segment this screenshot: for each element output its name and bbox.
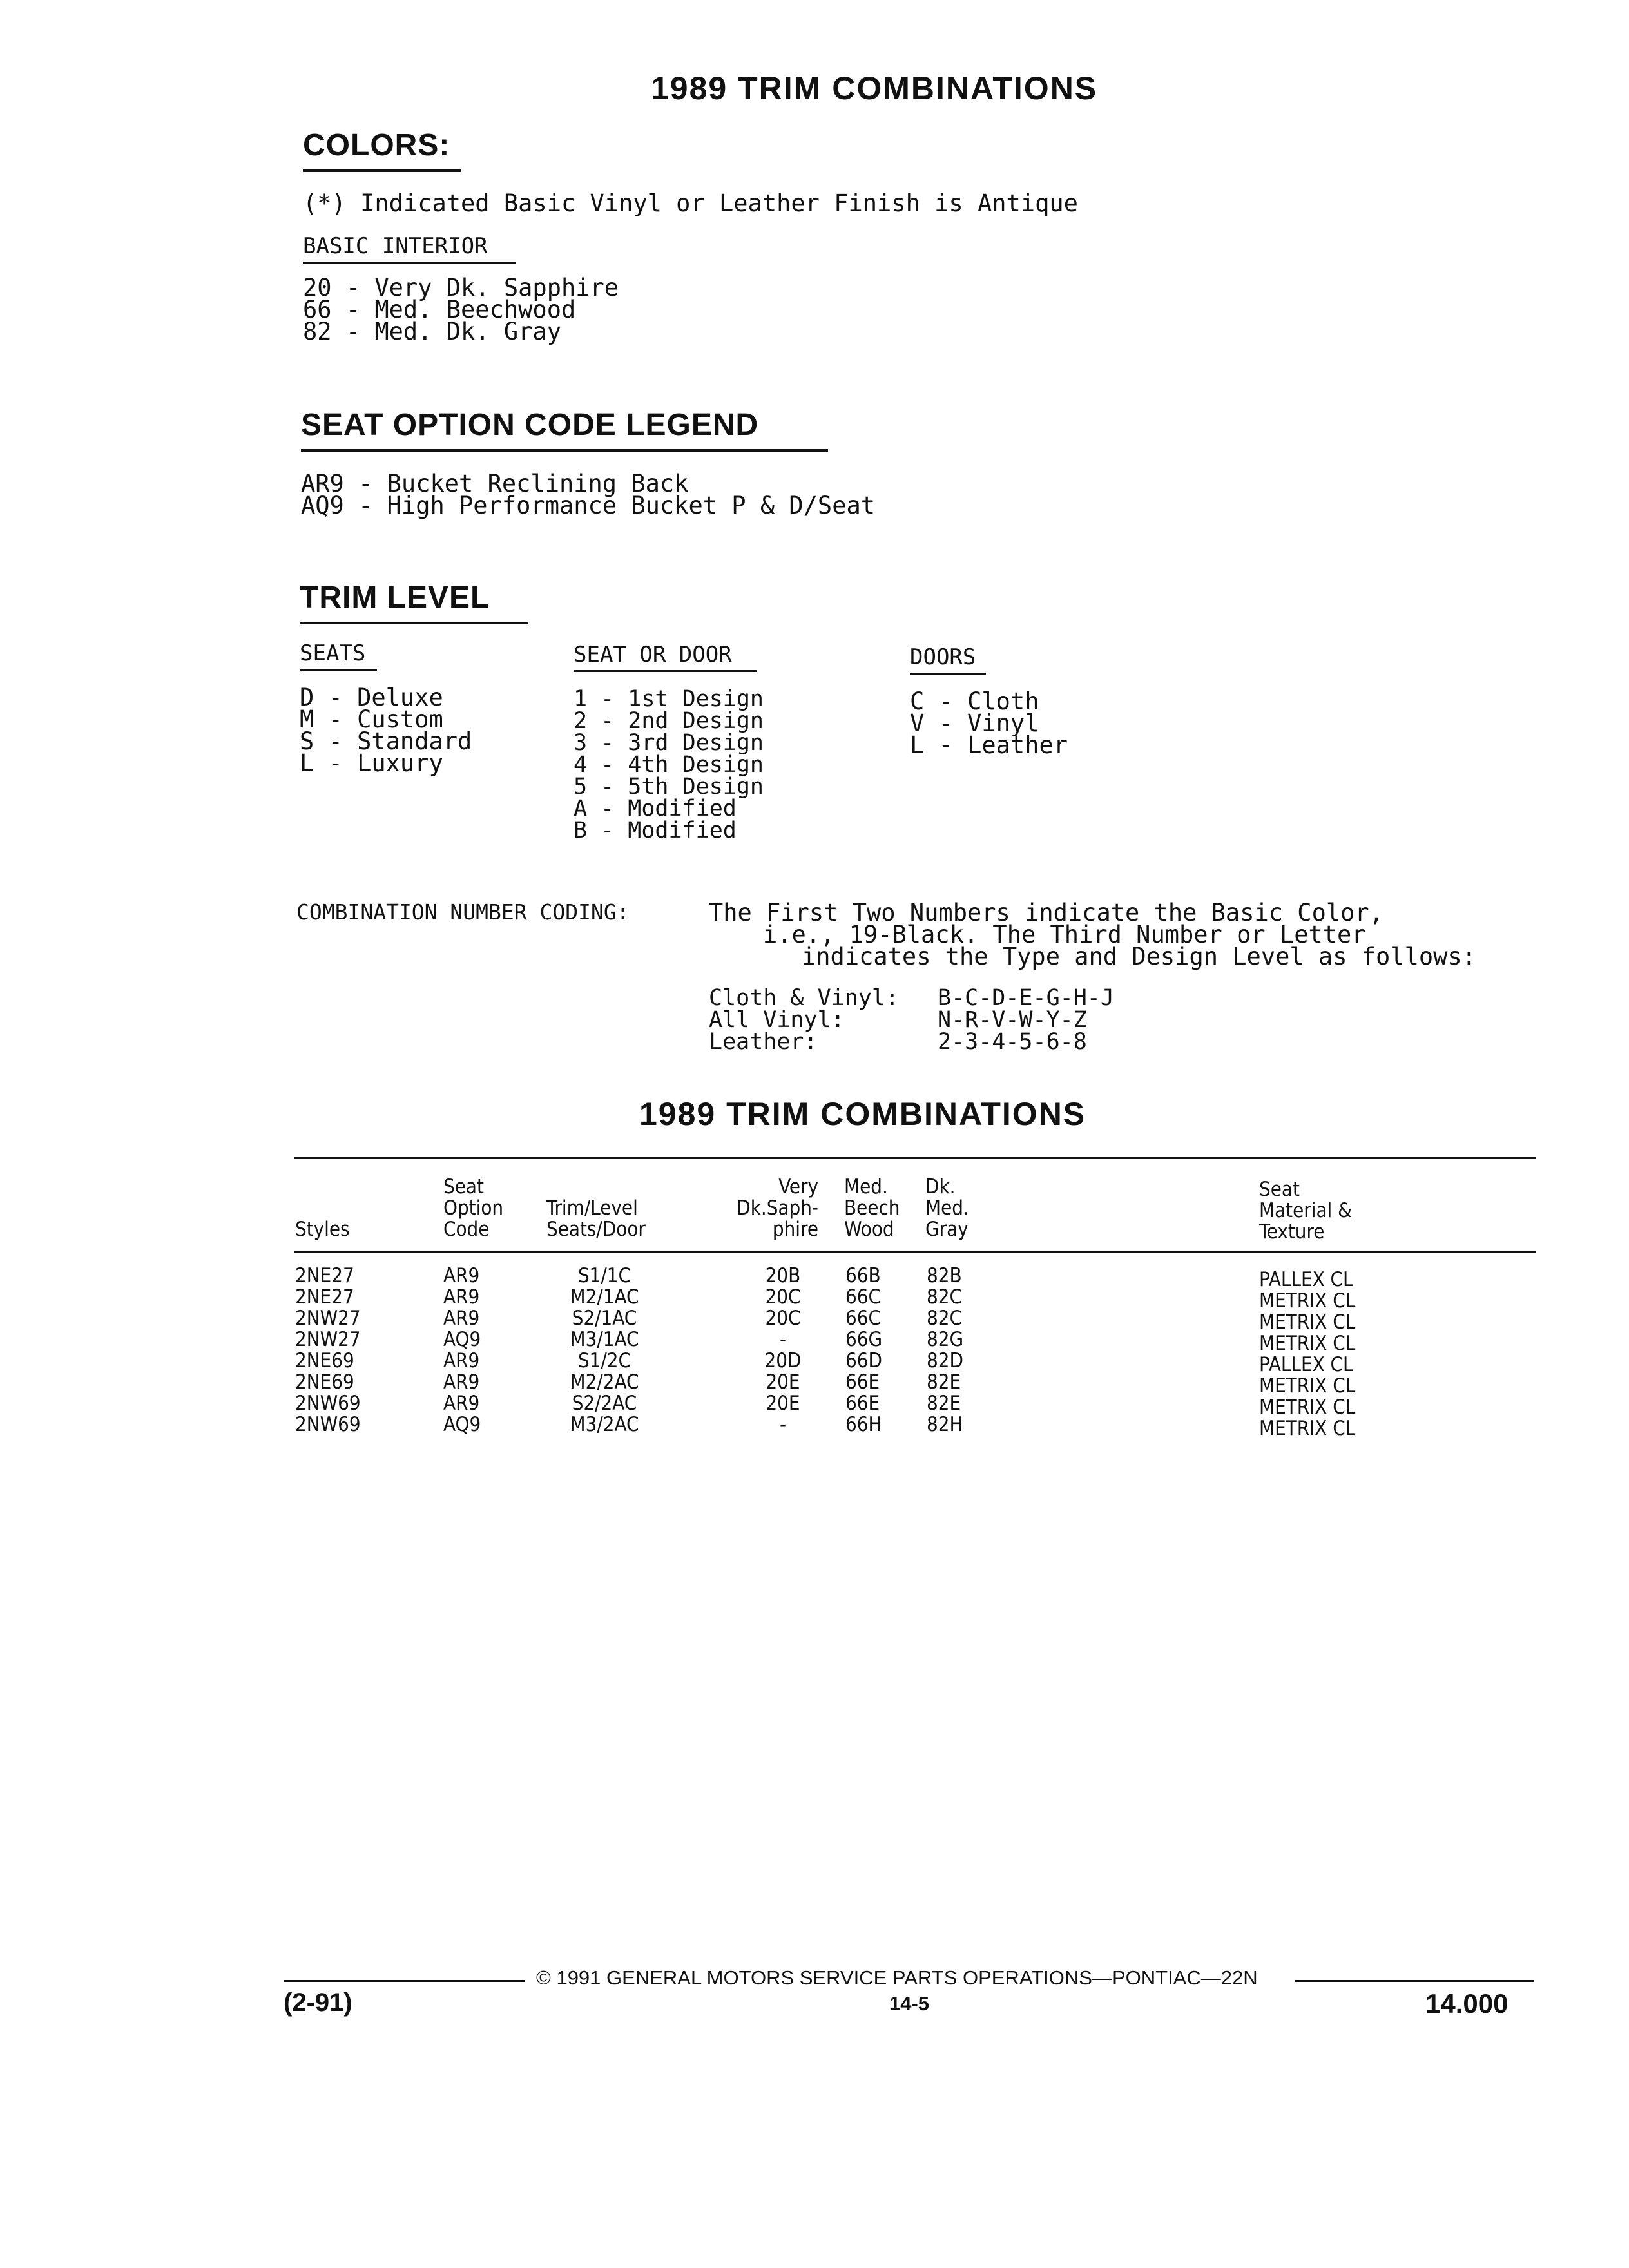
colors-note: (*) Indicated Basic Vinyl or Leather Finish is Antique	[303, 189, 1078, 217]
doors-list	[910, 687, 1068, 759]
seat-option-item: AQ9 - High Performance Bucket P & D/Seat	[301, 492, 876, 519]
seat-or-door-item: A - Modified	[574, 796, 737, 822]
footer-page-number: 14-5	[889, 1992, 930, 2015]
table-cell: 2NE27	[295, 1285, 354, 1309]
table-cell: AQ9	[443, 1413, 481, 1436]
table-cell: 20C	[765, 1285, 801, 1309]
color-item: 66 - Med. Beechwood	[303, 296, 576, 323]
col-header-trim-level: Trim/Level Seats/Door	[546, 1196, 646, 1241]
table-cell: 20D	[764, 1349, 802, 1372]
coding-type-label: Cloth & Vinyl:	[709, 985, 900, 1011]
seats-heading: SEATS	[300, 642, 377, 671]
table-cell: 82E	[927, 1370, 961, 1394]
table-cell: METRIX CL	[1259, 1311, 1356, 1334]
table-cell: 66G	[845, 1328, 883, 1351]
table-header-rule	[294, 1251, 1536, 1253]
seat-or-door-item: 5 - 5th Design	[574, 774, 764, 800]
col-seat-option	[443, 1265, 481, 1436]
trim-level-heading: TRIM LEVEL	[300, 580, 528, 624]
table-cell: AR9	[443, 1264, 480, 1287]
table-cell: 20C	[765, 1307, 801, 1330]
table-cell: -	[779, 1328, 787, 1351]
basic-interior-list	[303, 274, 619, 345]
table-cell: M3/1AC	[570, 1328, 639, 1351]
table-cell: 82B	[927, 1264, 962, 1287]
coding-type-value: B-C-D-E-G-H-J	[938, 985, 1114, 1011]
footer-section-number: 14.000	[1425, 1988, 1509, 2019]
footer-date-code: (2-91)	[284, 1988, 352, 2017]
seat-or-door-item: 4 - 4th Design	[574, 752, 764, 778]
doors-heading: DOORS	[910, 646, 986, 675]
table-cell: METRIX CL	[1259, 1417, 1356, 1440]
coding-line-1: The First Two Numbers indicate the Basic Color,	[709, 899, 1383, 927]
table-cell: M2/1AC	[570, 1285, 639, 1309]
table-cell: METRIX CL	[1259, 1332, 1356, 1355]
table-cell: 20E	[766, 1392, 800, 1415]
table-cell: 2NW27	[295, 1307, 361, 1330]
coding-label: COMBINATION NUMBER CODING:	[296, 899, 630, 925]
table-cell: AR9	[443, 1285, 480, 1309]
table-cell: METRIX CL	[1259, 1396, 1356, 1419]
seat-option-list	[301, 470, 876, 519]
color-item: 82 - Med. Dk. Gray	[303, 318, 561, 345]
col-seat-material	[1259, 1269, 1355, 1439]
table-cell: 66H	[845, 1413, 882, 1436]
table-cell: 2NE27	[295, 1264, 354, 1287]
table-cell: 82G	[927, 1328, 964, 1351]
table-cell: 66C	[845, 1285, 881, 1309]
table-cell: 66E	[845, 1370, 880, 1394]
seat-or-door-heading: SEAT OR DOOR	[574, 643, 757, 672]
footer-copyright: © 1991 GENERAL MOTORS SERVICE PARTS OPERATIONS—PONTIAC—22N	[536, 1966, 1258, 1989]
col-header-med-dk-gray: Dk. Med. Gray	[925, 1175, 969, 1241]
table-cell: 66C	[845, 1307, 881, 1330]
table-cell: M2/2AC	[570, 1370, 639, 1394]
table-cell: AR9	[443, 1349, 480, 1372]
col-header-seat-material: Seat Material & Texture	[1259, 1178, 1352, 1244]
footer-rule-right	[1295, 1980, 1534, 1982]
table-cell: 20B	[765, 1264, 801, 1287]
table-title: 1989 TRIM COMBINATIONS	[639, 1096, 1086, 1132]
table-cell: AR9	[443, 1392, 480, 1415]
col-header-med-beechwood: Med. Beech Wood	[844, 1175, 900, 1241]
seats-list	[300, 684, 472, 777]
seat-or-door-item: 3 - 3rd Design	[574, 730, 764, 756]
table-cell: 66D	[845, 1349, 882, 1372]
table-cell: 82C	[927, 1307, 962, 1330]
table-cell: S1/2C	[577, 1349, 631, 1372]
seat-or-door-item: B - Modified	[574, 818, 737, 843]
table-cell: 82C	[927, 1285, 962, 1309]
coding-line-2: i.e., 19-Black. The Third Number or Letter	[763, 921, 1366, 948]
seats-item: M - Custom	[300, 706, 443, 733]
table-cell: S2/2AC	[572, 1392, 637, 1415]
table-cell: 82H	[927, 1413, 963, 1436]
doors-item: V - Vinyl	[910, 709, 1039, 737]
table-cell: -	[779, 1413, 787, 1436]
table-cell: PALLEX CL	[1259, 1353, 1353, 1376]
table-cell: PALLEX CL	[1259, 1268, 1353, 1291]
table-cell: 2NW69	[295, 1392, 361, 1415]
table-cell: 2NE69	[295, 1349, 354, 1372]
table-cell: S2/1AC	[572, 1307, 637, 1330]
col-styles	[295, 1265, 361, 1436]
page-title: 1989 TRIM COMBINATIONS	[651, 70, 1098, 106]
coding-line-3: indicates the Type and Design Level as follows:	[802, 943, 1476, 970]
table-cell: 82D	[927, 1349, 963, 1372]
table-cell: 2NW69	[295, 1413, 361, 1436]
col-med-dk-gray	[927, 1265, 963, 1436]
coding-type-label: All Vinyl:	[709, 1007, 845, 1033]
col-header-styles: Styles	[295, 1218, 350, 1241]
seat-option-item: AR9 - Bucket Reclining Back	[301, 470, 689, 497]
table-cell: M3/2AC	[570, 1413, 639, 1436]
table-cell: 66B	[845, 1264, 881, 1287]
seats-item: S - Standard	[300, 727, 472, 755]
seats-item: D - Deluxe	[300, 684, 443, 711]
coding-type-value: N-R-V-W-Y-Z	[938, 1007, 1087, 1033]
table-cell: 20E	[766, 1370, 800, 1394]
table-cell: METRIX CL	[1259, 1374, 1356, 1398]
table-cell: 2NW27	[295, 1328, 361, 1351]
table-cell: S1/1C	[577, 1264, 631, 1287]
seat-or-door-list	[574, 688, 764, 841]
col-trim-level	[559, 1265, 650, 1436]
basic-interior-heading: BASIC INTERIOR	[303, 235, 516, 264]
coding-types-values	[938, 987, 1114, 1053]
table-cell: AQ9	[443, 1328, 481, 1351]
doors-item: L - Leather	[910, 731, 1068, 759]
table-cell: METRIX CL	[1259, 1289, 1356, 1312]
colors-heading: COLORS:	[303, 128, 461, 172]
table-cell: 2NE69	[295, 1370, 354, 1394]
footer-rule-left	[284, 1980, 525, 1982]
seats-item: L - Luxury	[300, 749, 443, 777]
col-header-very-dk-sapphire: Very Dk.Saph- phire	[737, 1175, 818, 1241]
table-cell: AR9	[443, 1370, 480, 1394]
col-very-dk-sapphire	[760, 1265, 805, 1436]
seat-or-door-item: 1 - 1st Design	[574, 686, 764, 712]
col-med-beechwood	[845, 1265, 882, 1436]
seat-or-door-item: 2 - 2nd Design	[574, 708, 764, 734]
coding-type-label: Leather:	[709, 1029, 818, 1055]
table-cell: 66E	[845, 1392, 880, 1415]
doors-item: C - Cloth	[910, 687, 1039, 715]
color-item: 20 - Very Dk. Sapphire	[303, 274, 619, 302]
col-header-seat-option: Seat Option Code	[443, 1175, 504, 1241]
coding-type-value: 2-3-4-5-6-8	[938, 1029, 1087, 1055]
table-top-rule	[294, 1157, 1536, 1159]
table-cell: 82E	[927, 1392, 961, 1415]
coding-types-labels	[709, 987, 899, 1053]
table-cell: AR9	[443, 1307, 480, 1330]
seat-option-heading: SEAT OPTION CODE LEGEND	[301, 407, 828, 452]
